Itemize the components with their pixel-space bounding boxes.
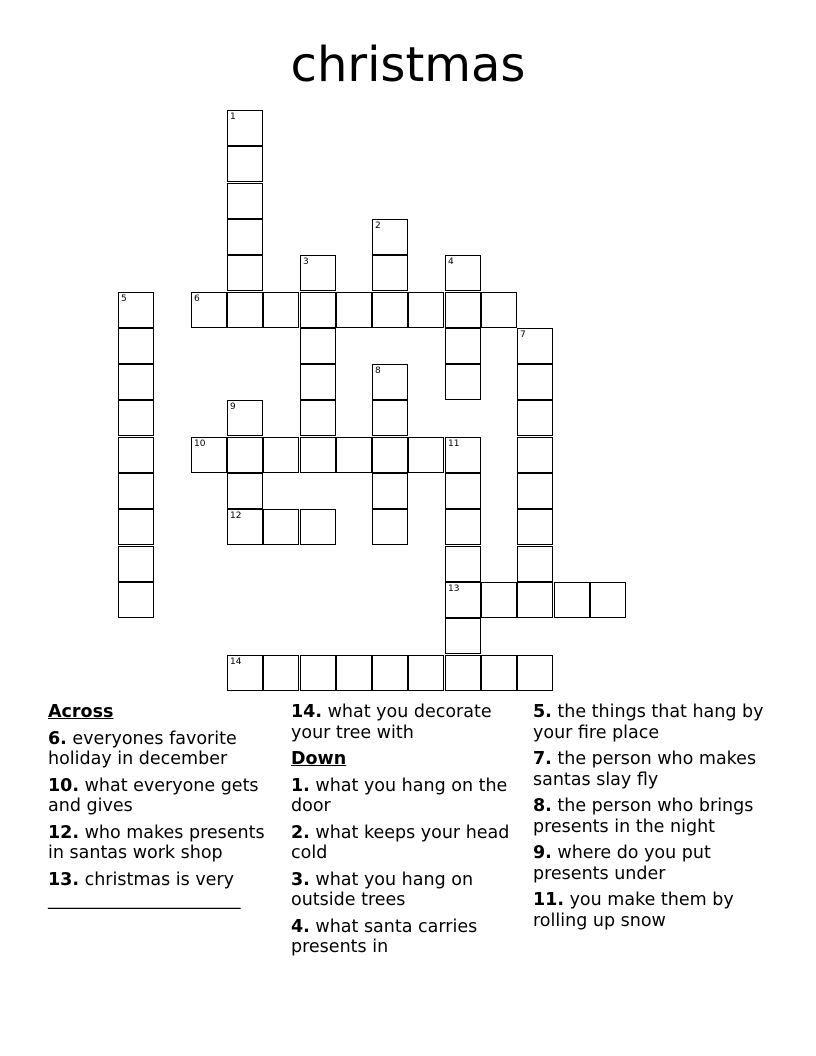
grid-cell[interactable] (372, 219, 408, 255)
clue-item-text: christmas is very ______________________ (48, 869, 241, 910)
clue-item-text: what you hang on outside trees (291, 869, 474, 910)
grid-cell[interactable] (118, 582, 154, 618)
clue-item-text: the person who brings presents in the night (533, 796, 754, 837)
grid-cell[interactable] (445, 328, 481, 364)
clue-item-number: 4. (291, 916, 310, 937)
clue-item-number: 14. (291, 702, 323, 722)
grid-cell[interactable] (517, 364, 553, 400)
grid-cell[interactable] (227, 110, 263, 146)
grid-cell[interactable] (372, 255, 408, 291)
clue-item-number: 8. (533, 796, 552, 816)
clue-number: 3 (303, 257, 309, 267)
clue-item-number: 6. (48, 728, 67, 749)
grid-cell[interactable] (445, 655, 481, 691)
grid-cell[interactable] (372, 655, 408, 691)
clue-item-text: the things that hang by your fire place (533, 702, 764, 743)
grid-cell[interactable] (590, 582, 626, 618)
clue-item-text: the person who makes santas slay fly (533, 749, 757, 790)
grid-cell[interactable] (445, 364, 481, 400)
grid-cell[interactable] (263, 509, 299, 545)
grid-cell[interactable] (408, 292, 444, 328)
grid-cell[interactable] (517, 582, 553, 618)
clue-number: 14 (230, 657, 242, 667)
grid-cell[interactable] (517, 473, 553, 509)
clue-item (48, 776, 284, 817)
grid-cell[interactable] (408, 437, 444, 473)
grid-cell[interactable] (517, 655, 553, 691)
clue-item-number: 5. (533, 702, 552, 722)
grid-cell[interactable] (372, 509, 408, 545)
grid-cell[interactable] (445, 255, 481, 291)
clue-item (533, 890, 773, 931)
clue-number: 2 (375, 221, 381, 231)
grid-cell[interactable] (517, 509, 553, 545)
clue-item (291, 823, 527, 864)
grid-cell[interactable] (445, 509, 481, 545)
clue-item-text: what keeps your head cold (291, 822, 510, 863)
grid-cell[interactable] (336, 437, 372, 473)
grid-cell[interactable] (227, 509, 263, 545)
clue-item (533, 749, 773, 790)
grid-cell[interactable] (372, 473, 408, 509)
clue-item (533, 843, 773, 884)
clue-number: 6 (194, 294, 200, 304)
clue-number: 5 (121, 294, 127, 304)
grid-cell[interactable] (517, 400, 553, 436)
clue-item-text: what santa carries presents in (291, 916, 478, 957)
clue-item-text: what you decorate your tree with (291, 702, 492, 743)
grid-cell[interactable] (191, 292, 227, 328)
clue-number: 4 (448, 257, 454, 267)
grid-cell[interactable] (118, 292, 154, 328)
clue-item (533, 702, 773, 743)
clue-item (291, 870, 527, 911)
grid-cell[interactable] (408, 655, 444, 691)
grid-cell[interactable] (481, 655, 517, 691)
grid-cell[interactable] (300, 328, 336, 364)
grid-cell[interactable] (263, 655, 299, 691)
grid-cell[interactable] (372, 400, 408, 436)
grid-cell[interactable] (300, 437, 336, 473)
clue-item-number: 3. (291, 869, 310, 890)
grid-cell[interactable] (118, 509, 154, 545)
grid-cell[interactable] (118, 437, 154, 473)
grid-cell[interactable] (481, 292, 517, 328)
grid-cell[interactable] (227, 292, 263, 328)
clue-item-number: 1. (291, 775, 310, 796)
grid-cell[interactable] (445, 437, 481, 473)
grid-cell[interactable] (445, 546, 481, 582)
clue-number: 8 (375, 366, 381, 376)
clue-number: 13 (448, 584, 460, 594)
grid-cell[interactable] (118, 364, 154, 400)
clue-item (48, 823, 284, 864)
grid-cell[interactable] (372, 292, 408, 328)
grid-cell[interactable] (227, 473, 263, 509)
clue-number: 11 (448, 439, 460, 449)
grid-cell[interactable] (118, 473, 154, 509)
grid-cell[interactable] (517, 437, 553, 473)
grid-cell[interactable] (300, 255, 336, 291)
grid-cell[interactable] (517, 546, 553, 582)
grid-cell[interactable] (445, 473, 481, 509)
grid-cell[interactable] (445, 292, 481, 328)
grid-cell[interactable] (336, 655, 372, 691)
clue-item-text: you make them by rolling up snow (533, 890, 734, 931)
grid-cell[interactable] (300, 292, 336, 328)
grid-cell[interactable] (445, 582, 481, 618)
grid-cell[interactable] (263, 292, 299, 328)
clue-item (291, 917, 527, 958)
grid-cell[interactable] (554, 582, 590, 618)
grid-cell[interactable] (227, 437, 263, 473)
grid-cell[interactable] (118, 400, 154, 436)
grid-cell[interactable] (227, 146, 263, 182)
grid-cell[interactable] (191, 437, 227, 473)
grid-cell[interactable] (118, 546, 154, 582)
grid-cell[interactable] (227, 655, 263, 691)
clue-item-number: 7. (533, 749, 552, 769)
clue-item-number: 12. (48, 822, 80, 843)
clue-number: 12 (230, 511, 242, 521)
grid-cell[interactable] (481, 582, 517, 618)
clue-item-text: who makes presents in santas work shop (48, 822, 265, 863)
clue-item-number: 10. (48, 775, 80, 796)
clue-item-text: what you hang on the door (291, 775, 508, 816)
clue-item (291, 702, 527, 743)
grid-cell[interactable] (445, 618, 481, 654)
clue-number: 1 (230, 112, 236, 122)
grid-cell[interactable] (517, 328, 553, 364)
clue-item-number: 11. (533, 890, 565, 910)
grid-cell[interactable] (300, 400, 336, 436)
clue-item-text: where do you put presents under (533, 843, 711, 884)
grid-cell[interactable] (300, 364, 336, 400)
grid-cell[interactable] (227, 255, 263, 291)
clue-section-heading: Across (48, 702, 114, 722)
grid-cell[interactable] (118, 328, 154, 364)
grid-cell[interactable] (336, 292, 372, 328)
grid-cell[interactable] (227, 183, 263, 219)
grid-cell[interactable] (227, 219, 263, 255)
clue-item (48, 729, 284, 770)
clue-number: 9 (230, 402, 236, 412)
grid-cell[interactable] (372, 364, 408, 400)
clue-item (533, 796, 773, 837)
page-title: christmas (290, 37, 526, 93)
clue-item-number: 2. (291, 822, 310, 843)
clue-section-heading: Down (291, 749, 347, 769)
clue-item-text: everyones favorite holiday in december (48, 728, 237, 769)
grid-cell[interactable] (227, 400, 263, 436)
grid-cell[interactable] (300, 655, 336, 691)
grid-cell[interactable] (372, 437, 408, 473)
clue-number: 10 (194, 439, 206, 449)
grid-cell[interactable] (300, 509, 336, 545)
clue-item-text: what everyone gets and gives (48, 775, 259, 816)
grid-cell[interactable] (263, 437, 299, 473)
clue-item (291, 776, 527, 817)
clues-column-2 (291, 702, 527, 964)
clues-column-3 (533, 702, 773, 937)
clue-item (48, 870, 284, 911)
clue-item-number: 9. (533, 843, 552, 863)
clues-column-1 (48, 702, 284, 917)
clue-number: 7 (520, 330, 526, 340)
clue-item-number: 13. (48, 869, 80, 890)
